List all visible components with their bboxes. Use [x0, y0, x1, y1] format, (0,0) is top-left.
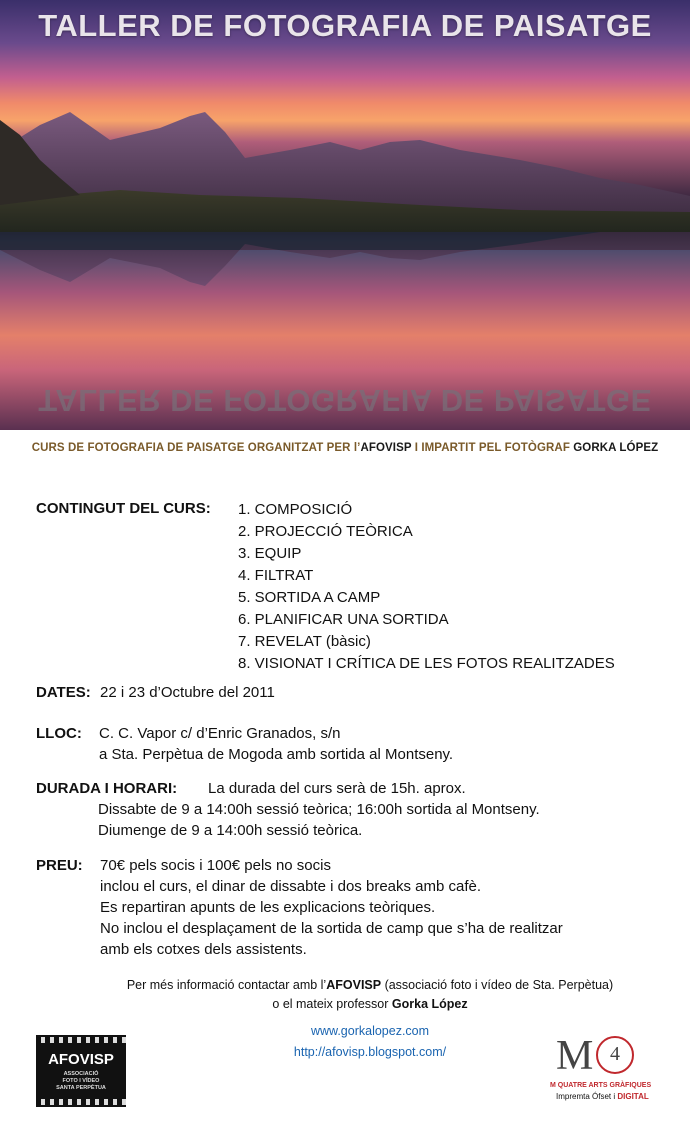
contingut-label: CONTINGUT DEL CURS: [36, 500, 211, 517]
preu-line2: inclou el curs, el dinar de dissabte i dos breaks amb cafè. [100, 878, 482, 895]
subtitle-org: AFOVISP [360, 442, 412, 454]
lloc-line1: C. C. Vapor c/ d’Enric Granados, s/n [99, 725, 341, 742]
preu-line5: amb els cotxes dels assistents. [100, 941, 307, 958]
info-text: (associació foto i vídeo de Sta. Perpètua) [381, 978, 614, 992]
mountain-landscape-illustration [0, 0, 690, 430]
durada-line3: Diumenge de 9 a 14:00h sessió teòrica. [98, 822, 363, 839]
subtitle-part: I [411, 442, 422, 454]
lloc-line2: a Sta. Perpètua de Mogoda amb sortida al Montseny. [99, 746, 454, 763]
logo-sub-line: FOTO I VÍDEO [62, 1078, 100, 1084]
website-link[interactable]: www.gorkalopez.com [310, 1024, 430, 1038]
afovisp-logo-sub [36, 1071, 126, 1092]
dates-value: 22 i 23 d’Octubre del 2011 [100, 684, 275, 701]
info-text: Per més informació contactar amb l’ [126, 978, 327, 992]
list-item: 7. REVELAT (bàsic) [238, 633, 371, 650]
durada-line1: La durada del curs serà de 15h. aprox. [208, 780, 466, 797]
preu-label: PREU: [36, 857, 83, 874]
film-strip-bottom [36, 1099, 126, 1105]
blog-link[interactable]: http://afovisp.blogspot.com/ [293, 1045, 447, 1059]
logo-line-text: Impremta Ófset i [556, 1092, 618, 1101]
list-item: 2. PROJECCIÓ TEÒRICA [238, 523, 413, 540]
logo-sub-line: ASSOCIACIÓ [63, 1071, 99, 1077]
subtitle-photographer: GORKA LÓPEZ [573, 442, 659, 454]
afovisp-logo-name: AFOVISP [48, 1051, 114, 1068]
preu-line4: No inclou el desplaçament de la sortida de camp que s’ha de realitzar [100, 920, 563, 937]
hero-title: TALLER DE FOTOGRAFIA DE PAISATGE [38, 8, 652, 43]
hero-photo [0, 0, 690, 430]
info-line1 [25, 978, 690, 992]
list-item: 4. FILTRAT [238, 567, 314, 584]
mquatre-logo-line1: M QUATRE ARTS GRÀFIQUES [550, 1082, 652, 1089]
film-strip-top [36, 1037, 126, 1043]
contingut-list [238, 499, 615, 675]
mquatre-logo-number: 4 [596, 1036, 634, 1074]
subtitle-part: IMPARTIT PEL FOTÒGRAF [421, 442, 574, 454]
mquatre-logo [548, 1032, 688, 1112]
hero-title-reflection: TALLER DE FOTOGRAFIA DE PAISATGE [38, 383, 652, 418]
list-item: 3. EQUIP [238, 545, 302, 562]
afovisp-logo [36, 1035, 126, 1107]
dates-label: DATES: [36, 684, 91, 701]
lloc-label: LLOC: [36, 725, 82, 742]
list-item: 6. PLANIFICAR UNA SORTIDA [238, 611, 449, 628]
mquatre-logo-line2 [556, 1092, 649, 1101]
info-line2 [25, 997, 690, 1011]
preu-line1: 70€ pels socis i 100€ pels no socis [100, 857, 331, 874]
list-item: 5. SORTIDA A CAMP [238, 589, 381, 606]
logo-sub-line: SANTA PERPÈTUA [56, 1085, 106, 1091]
info-org: AFOVISP [326, 978, 382, 992]
durada-label: DURADA I HORARI: [36, 780, 178, 797]
info-professor: Gorka López [391, 997, 468, 1011]
list-item: 1. COMPOSICIÓ [238, 501, 353, 518]
list-item: 8. VISIONAT I CRÍTICA DE LES FOTOS REALITZADES [238, 655, 615, 672]
course-subtitle [0, 442, 690, 454]
info-text: o el mateix professor [272, 997, 392, 1011]
subtitle-part: CURS DE FOTOGRAFIA DE PAISATGE ORGANITZAT PER l’ [31, 442, 361, 454]
logo-line-digital: DIGITAL [617, 1092, 649, 1101]
preu-line3: Es repartiran apunts de les explicacions teòriques. [100, 899, 436, 916]
durada-line2: Dissabte de 9 a 14:00h sessió teòrica; 16:00h sortida al Montseny. [98, 801, 540, 818]
mquatre-logo-letter: M [556, 1033, 594, 1079]
